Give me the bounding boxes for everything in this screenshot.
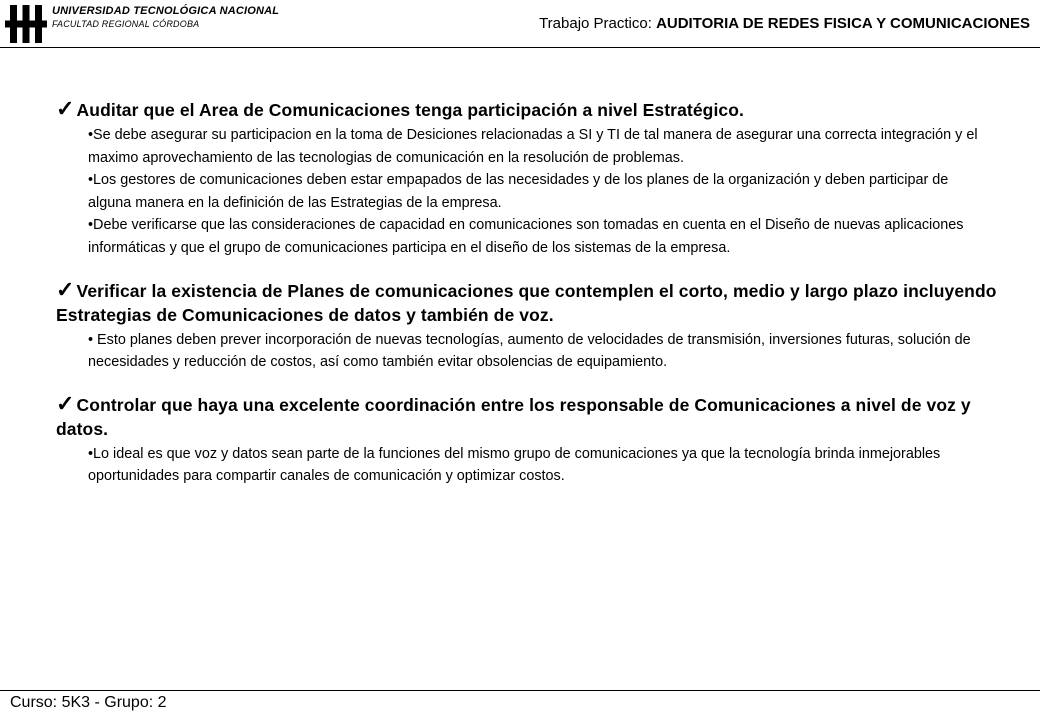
title-main: AUDITORIA DE REDES FISICA Y COMUNICACIONES [656,15,1030,32]
title-prefix: Trabajo Practico: [539,15,657,32]
section-participacion [56,97,1016,260]
bullet-list [88,124,993,260]
bullet-item: • Debe verificarse que las consideraciones de capacidad en comunicaciones son tomadas en cuenta en el Diseño de nuevas aplicaciones informáticas y que el grupo de comunicaciones participa en el diseño de los sistemas de la empresa. [88,214,993,259]
checkmark-icon: ✓ [56,390,75,416]
checkmark-icon: ✓ [56,96,75,121]
section-heading [56,97,1016,122]
slide-title [539,15,1030,32]
bullet-item: • Esto planes deben prever incorporación de nuevas tecnologías, aumento de velocidades de transmisión, inversiones futuras, solución de necesidades y reducción de costos, así como también evitar obsolencias de equipamiento. [88,329,993,374]
footer-divider [0,690,1040,691]
section-heading [56,392,1016,441]
slide-content [56,97,1016,506]
utn-logo-icon [4,3,48,45]
section-coordinacion [56,392,1016,488]
section-heading-text: Controlar que haya una excelente coordinación entre los responsable de Comunicaciones a nivel de voz y datos. [56,394,971,439]
bullet-list [88,329,993,374]
slide-header [0,0,1040,48]
header-divider [0,47,1040,48]
bullet-item: • Los gestores de comunicaciones deben estar empapados de las necesidades y de los planes de la organización y deben participar de alguna manera en la definición de las Estrategias de la empresa. [88,169,993,214]
section-planes [56,278,1016,374]
bullet-item: • Lo ideal es que voz y datos sean parte de la funciones del mismo grupo de comunicaciones ya que la tecnología brinda inmejorables oportunidades para compartir canales de comunicación y optimizar costos. [88,443,993,488]
bullet-list [88,443,993,488]
bullet-item: • Se debe asegurar su participacion en la toma de Desiciones relacionadas a SI y TI de tal manera de asegurar una correcta integración y el maximo aprovechamiento de las tecnologias de comunicación en la resolución de problemas. [88,124,993,169]
section-heading-text: Auditar que el Area de Comunicaciones tenga participación a nivel Estratégico. [76,100,745,120]
faculty-name: FACULTAD REGIONAL CÓRDOBA [52,19,200,29]
course-group-label: Curso: 5K3 - Grupo: 2 [10,694,167,711]
section-heading-text: Verificar la existencia de Planes de comunicaciones que contemplen el corto, medio y largo plazo incluyendo Estrategias de Comunicaciones de datos y también de voz. [56,280,997,325]
university-name: UNIVERSIDAD TECNOLÓGICA NACIONAL [52,5,280,17]
section-heading [56,278,1016,327]
checkmark-icon: ✓ [56,276,75,302]
